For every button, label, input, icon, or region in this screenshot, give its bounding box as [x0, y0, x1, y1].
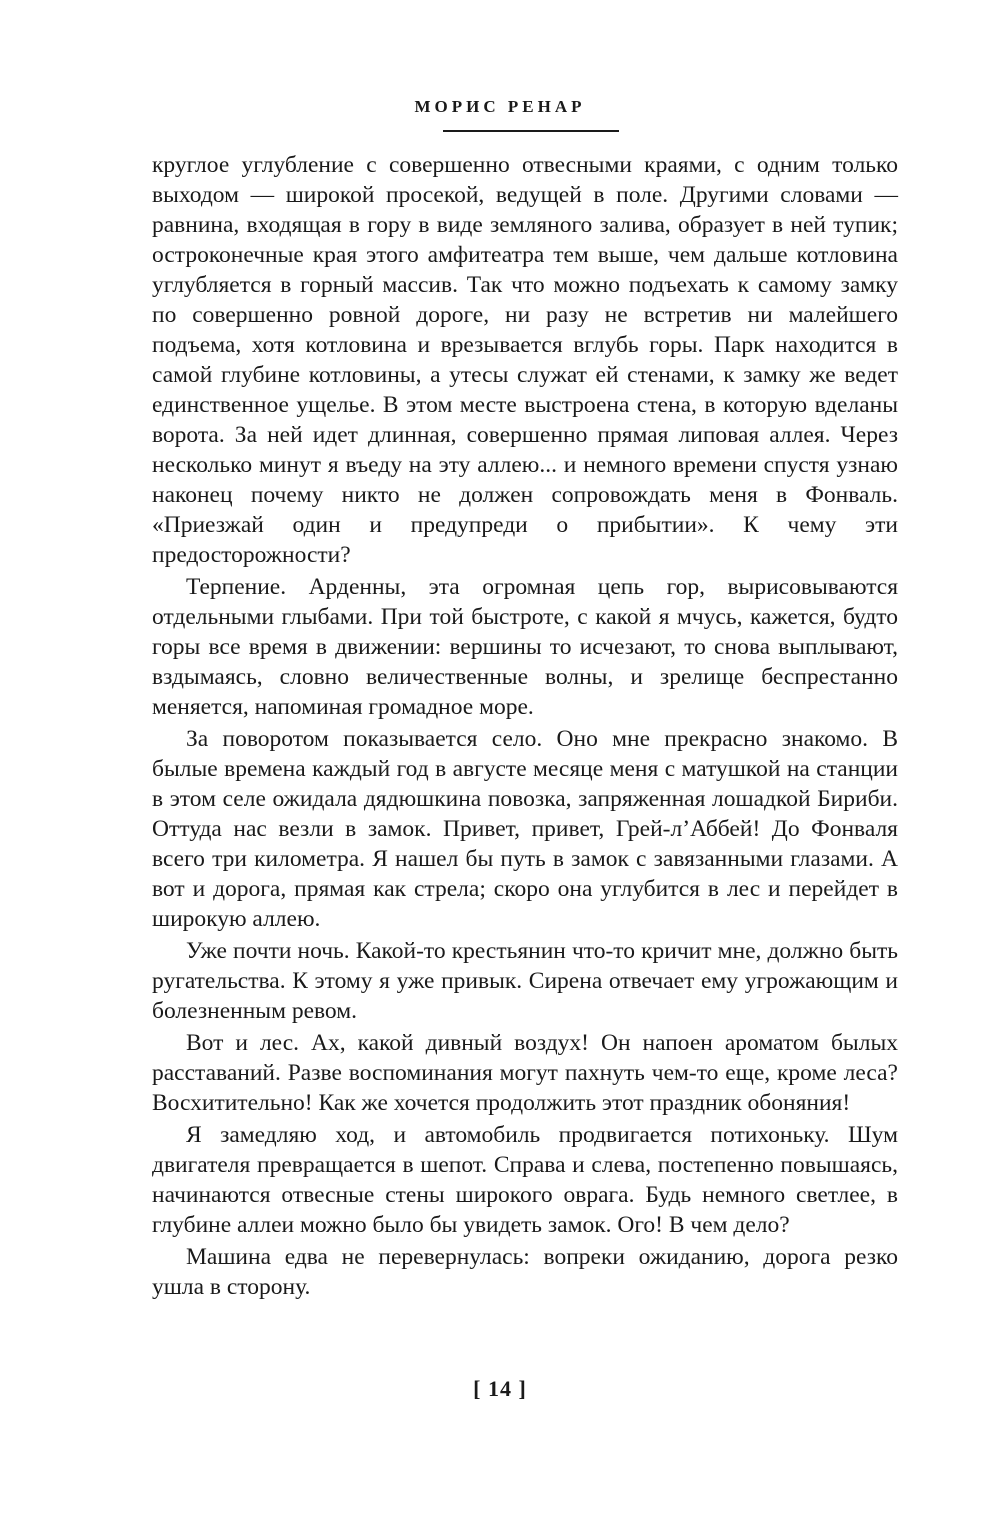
paragraph: Машина едва не перевернулась: вопреки ожиданию, дорога резко ушла в сторону.: [152, 1244, 898, 1300]
paragraph: круглое углубление с совершенно отвесными краями, с одним только выходом — широкой просекой, ведущей в поле. Другими словами — равнина, входящая в гору в виде земляного залива, образует в ней тупик; остроконечные края этого амфитеатра тем выше, чем дальше котловина углубляется в горный массив. Так что можно подъехать к самому замку по совершенно ровной дороге, ни разу не встретив ни малейшего подъема, хотя котловина и врезывается вглубь горы. Парк находится в самой глубине котловины, а утесы служат ей стенами, к замку же ведет единственное ущелье. В этом месте выстроена стена, в которую вделаны ворота. За ней идет длинная, совершенно прямая липовая аллея. Через несколько минут я въеду на эту аллею... и немного времени спустя узнаю наконец почему никто не должен сопровождать меня в Фонваль. «Приезжай один и предупреди о прибытии». К чему эти предосторожности?: [152, 152, 898, 568]
paragraph: Я замедляю ход, и автомобиль продвигается потихоньку. Шум двигателя превращается в шепот. Справа и слева, постепенно повышаясь, начинаются отвесные стены широкого оврага. Будь немного светлее, в глубине аллеи можно было бы увидеть замок. Ого! В чем дело?: [152, 1122, 898, 1238]
body-text: [152, 150, 898, 1302]
paragraph: Вот и лес. Ах, какой дивный воздух! Он напоен ароматом былых расставаний. Разве воспоминания могут пахнуть чем-то еще, кроме леса? Восхитительно! Как же хочется продолжить этот праздник обоняния!: [152, 1030, 898, 1116]
paragraph: Уже почти ночь. Какой-то крестьянин что-то кричит мне, должно быть ругательства. К этому я уже привык. Сирена отвечает ему угрожающим и болезненным ревом.: [152, 938, 898, 1024]
page-number: [ 14 ]: [473, 1376, 527, 1401]
running-head: МОРИС РЕНАР: [414, 97, 586, 116]
paragraph: За поворотом показывается село. Оно мне прекрасно знакомо. В былые времена каждый год в августе месяце меня с матушкой на станции в этом селе ожидала дядюшкина повозка, запряженная лошадкой Бириби. Оттуда нас везли в замок. Привет, привет, Грей-л’Аббей! До Фонваля всего три километра. Я нашел бы путь в замок с завязанными глазами. А вот и дорога, прямая как стрела; скоро она углубится в лес и перейдет в широкую аллею.: [152, 726, 898, 932]
paragraph: Терпение. Арденны, эта огромная цепь гор, вырисовываются отдельными глыбами. При той быстроте, с какой я мчусь, кажется, будто горы все время в движении: вершины то исчезают, то снова выплывают, вздымаясь, словно величественные волны, и зрелище беспрестанно меняется, напоминая громадное море.: [152, 574, 898, 720]
header-rule: [443, 130, 619, 132]
